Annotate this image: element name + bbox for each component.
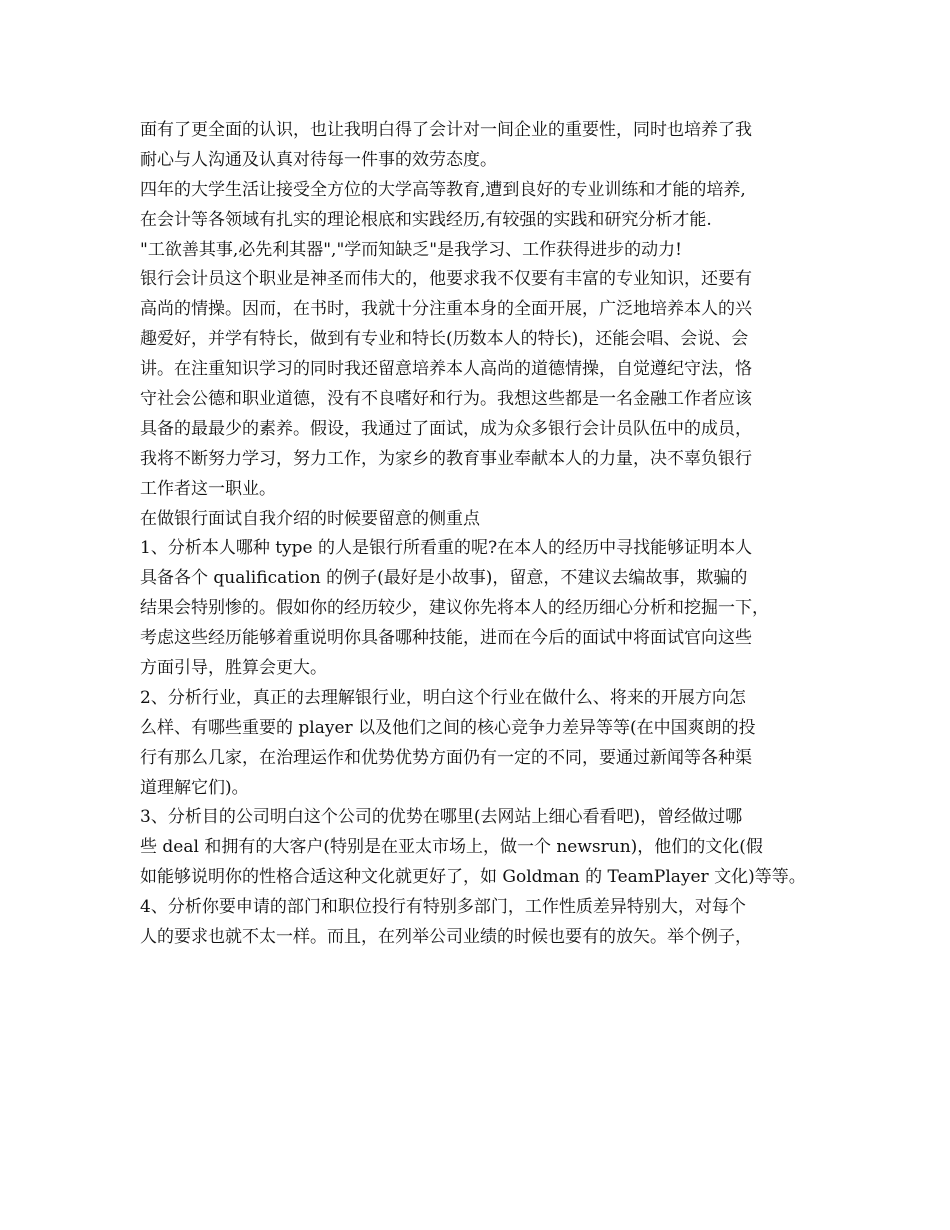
- text-line: 我将不断努力学习，努力工作，为家乡的教育事业奉献本人的力量，决不辜负银行: [140, 448, 752, 469]
- text-line: 行有那么几家，在治理运作和优势优势方面仍有一定的不同，要通过新闻等各种渠: [140, 747, 752, 768]
- text-line: 人的要求也就不太一样。而且，在列举公司业绩的时候也要有的放矢。举个例子，: [140, 927, 752, 948]
- text-line: 守社会公德和职业道德，没有不良嗜好和行为。我想这些都是一名金融工作者应该: [140, 389, 752, 410]
- text-line: 具备各个 qualification 的例子(最好是小故事)，留意，不建议去编故事，欺骗的: [140, 568, 748, 589]
- text-line: 在会计等各领域有扎实的理论根底和实践经历,有较强的实践和研究分析才能.: [140, 209, 712, 230]
- text-line: 么样、有哪些重要的 player 以及他们之间的核心竞争力差异等等(在中国爽朗的投: [140, 717, 756, 738]
- text-line: 如能够说明你的性格合适这种文化就更好了，如 Goldman 的 TeamPlayer 文化)等等。: [140, 867, 806, 888]
- text-line: "工欲善其事,必先利其器","学而知缺乏"是我学习、工作获得进步的动力!: [140, 239, 682, 260]
- text-line: 工作者这一职业。: [140, 478, 276, 499]
- text-line: 面有了更全面的认识，也让我明白得了会计对一间企业的重要性，同时也培养了我: [140, 120, 752, 140]
- text-line: 四年的大学生活让接受全方位的大学高等教育,遭到良好的专业训练和才能的培养,: [140, 179, 746, 200]
- text-line: 方面引导，胜算会更大。: [140, 658, 327, 679]
- text-line: 2、分析行业，真正的去理解银行业，明白这个行业在做什么、将来的开展方向怎: [140, 687, 746, 708]
- text-line: 讲。在注重知识学习的同时我还留意培养本人高尚的道德情操，自觉遵纪守法，恪: [140, 359, 752, 380]
- text-line: 银行会计员这个职业是神圣而伟大的，他要求我不仅要有丰富的专业知识，还要有: [140, 269, 752, 290]
- text-line: 考虑这些经历能够着重说明你具备哪种技能，进而在今后的面试中将面试官向这些: [140, 628, 752, 649]
- text-line: 3、分析目的公司明白这个公司的优势在哪里(去网站上细心看看吧)，曾经做过哪: [140, 807, 743, 828]
- document-body: [140, 116, 830, 953]
- text-line: 4、分析你要申请的部门和职位投行有特别多部门，工作性质差异特别大，对每个: [140, 897, 746, 918]
- text-line: 耐心与人沟通及认真对待每一件事的效劳态度。: [140, 149, 497, 170]
- text-line: 1、分析本人哪种 type 的人是银行所看重的呢?在本人的经历中寻找能够证明本人: [140, 538, 753, 559]
- text-line: 具备的最最少的素养。假设，我通过了面试，成为众多银行会计员队伍中的成员，: [140, 418, 752, 439]
- text-line: 些 deal 和拥有的大客户(特别是在亚太市场上，做一个 newsrun)，他们的文化(假: [140, 837, 763, 858]
- text-line: 高尚的情操。因而，在书时，我就十分注重本身的全面开展，广泛地培养本人的兴: [140, 299, 752, 320]
- text-line: 结果会特别惨的。假如你的经历较少，建议你先将本人的经历细心分析和挖掘一下，: [140, 598, 769, 619]
- text-line: 在做银行面试自我介绍的时候要留意的侧重点: [140, 508, 480, 529]
- text-line: 趣爱好，并学有特长，做到有专业和特长(历数本人的特长)，还能会唱、会说、会: [140, 329, 749, 350]
- text-line: 道理解它们)。: [140, 777, 249, 798]
